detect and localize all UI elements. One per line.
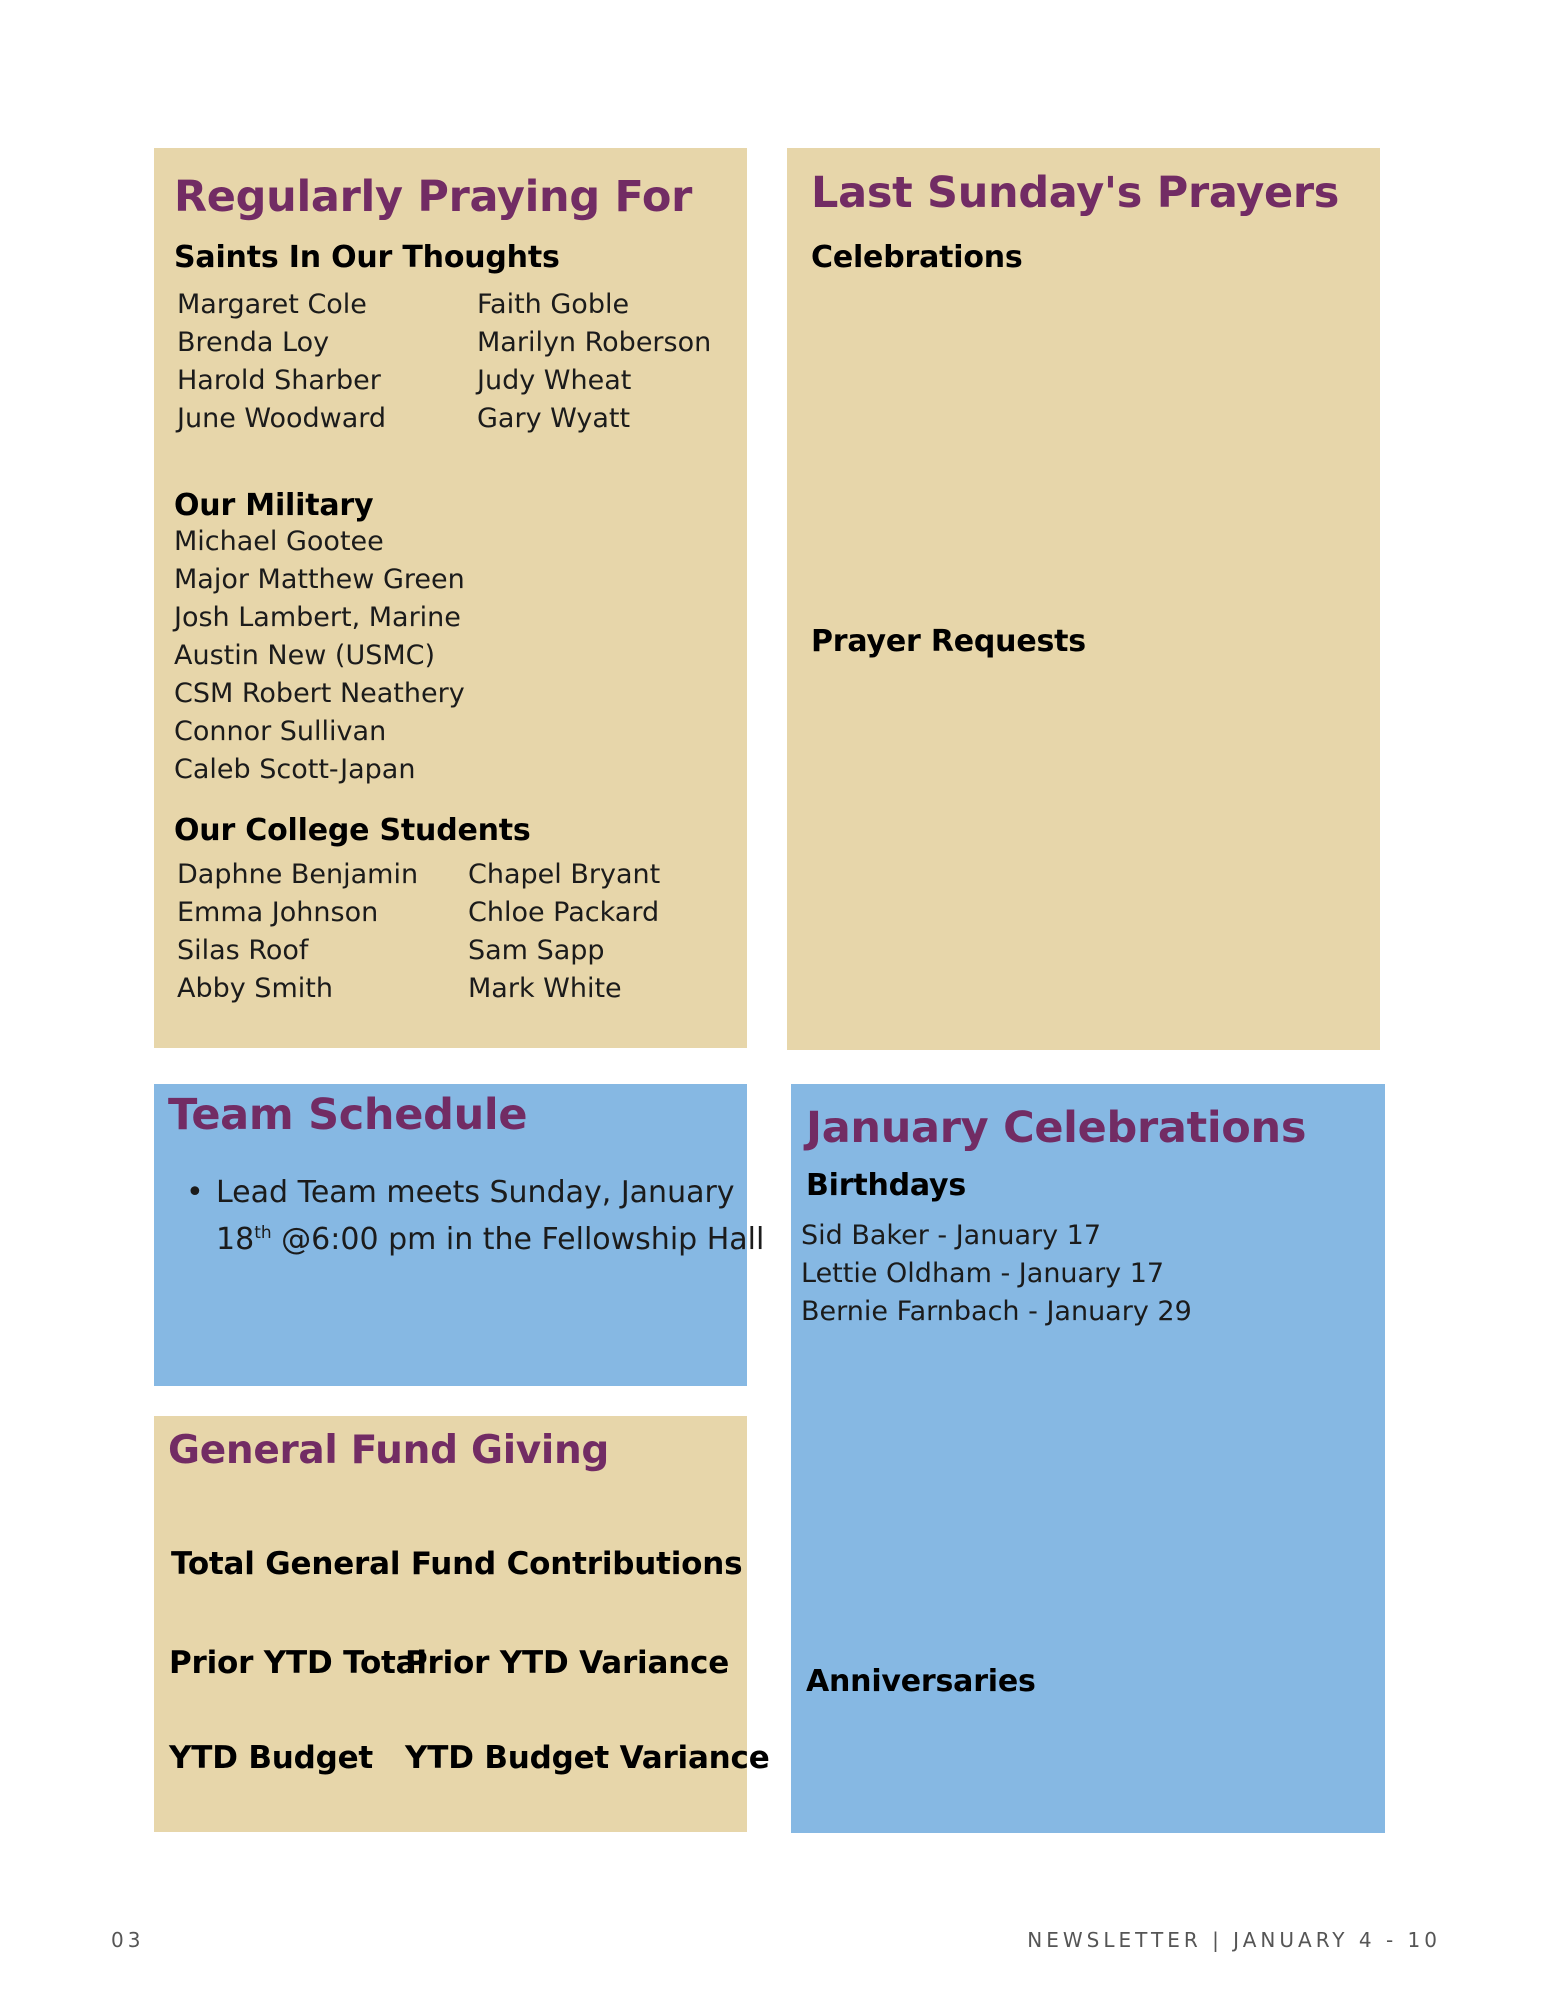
anniversaries-heading: Anniversaries	[806, 1664, 1036, 1699]
list-item: Marilyn Roberson	[477, 327, 712, 358]
list-item: Sid Baker - January 17	[801, 1220, 1102, 1251]
birthdays-heading: Birthdays	[806, 1168, 967, 1203]
college-heading: Our College Students	[174, 813, 531, 848]
list-item: Austin New (USMC)	[174, 640, 436, 671]
birthdays-list	[801, 1217, 1192, 1331]
team-bullet: •	[186, 1175, 204, 1210]
college-list-col1	[177, 856, 418, 1008]
list-item: Connor Sullivan	[174, 716, 387, 747]
praying-title: Regularly Praying For	[174, 172, 692, 222]
list-item: Lettie Oldham - January 17	[801, 1258, 1165, 1289]
list-item: Harold Sharber	[177, 365, 381, 396]
list-item: June Woodward	[177, 403, 387, 434]
saints-heading: Saints In Our Thoughts	[174, 240, 560, 275]
celebrations-heading: Celebrations	[811, 240, 1023, 275]
saints-list-col2	[477, 286, 711, 438]
list-item: Josh Lambert, Marine	[174, 602, 461, 633]
list-item: Mark White	[468, 973, 622, 1004]
ytd-budget-label: YTD Budget	[169, 1740, 374, 1776]
team-item-rest: @6:00 pm in the Fellowship Hall	[271, 1222, 765, 1257]
list-item: Margaret Cole	[177, 289, 367, 320]
total-contributions-label: Total General Fund Contributions	[171, 1546, 743, 1582]
list-item: Abby Smith	[177, 973, 333, 1004]
prior-ytd-variance-label: Prior YTD Variance	[405, 1645, 730, 1681]
list-item: Chloe Packard	[468, 897, 660, 928]
ytd-budget-variance-label: YTD Budget Variance	[405, 1740, 770, 1776]
list-item: Major Matthew Green	[174, 564, 465, 595]
team-item-sup: th	[254, 1223, 272, 1243]
list-item: Faith Goble	[477, 289, 630, 320]
list-item: Brenda Loy	[177, 327, 330, 358]
footer-label: NEWSLETTER | JANUARY 4 - 10	[1027, 1928, 1441, 1952]
team-title: Team Schedule	[168, 1090, 528, 1140]
list-item: Sam Sapp	[468, 935, 605, 966]
list-item: Daphne Benjamin	[177, 859, 419, 890]
team-item-line2	[216, 1213, 764, 1260]
team-item	[216, 1172, 764, 1260]
military-heading: Our Military	[174, 488, 374, 523]
list-item: Bernie Farnbach - January 29	[801, 1296, 1192, 1327]
saints-list-col1	[177, 286, 386, 438]
fund-title: General Fund Giving	[168, 1428, 610, 1473]
military-list	[174, 523, 465, 789]
last-sunday-title: Last Sunday's Prayers	[811, 168, 1340, 218]
list-item: CSM Robert Neathery	[174, 678, 465, 709]
prior-ytd-total-label: Prior YTD Total	[169, 1645, 427, 1681]
prayer-requests-heading: Prayer Requests	[811, 624, 1086, 659]
page-number: 03	[111, 1928, 145, 1952]
list-item: Judy Wheat	[477, 365, 632, 396]
january-title: January Celebrations	[806, 1103, 1307, 1153]
list-item: Chapel Bryant	[468, 859, 661, 890]
list-item: Silas Roof	[177, 935, 309, 966]
list-item: Michael Gootee	[174, 526, 384, 557]
list-item: Emma Johnson	[177, 897, 379, 928]
last-sunday-panel	[787, 148, 1380, 1050]
college-list-col2	[468, 856, 660, 1008]
list-item: Caleb Scott-Japan	[174, 754, 416, 785]
team-item-line1: Lead Team meets Sunday, January	[216, 1175, 735, 1210]
list-item: Gary Wyatt	[477, 403, 631, 434]
team-item-day: 18	[216, 1222, 255, 1257]
